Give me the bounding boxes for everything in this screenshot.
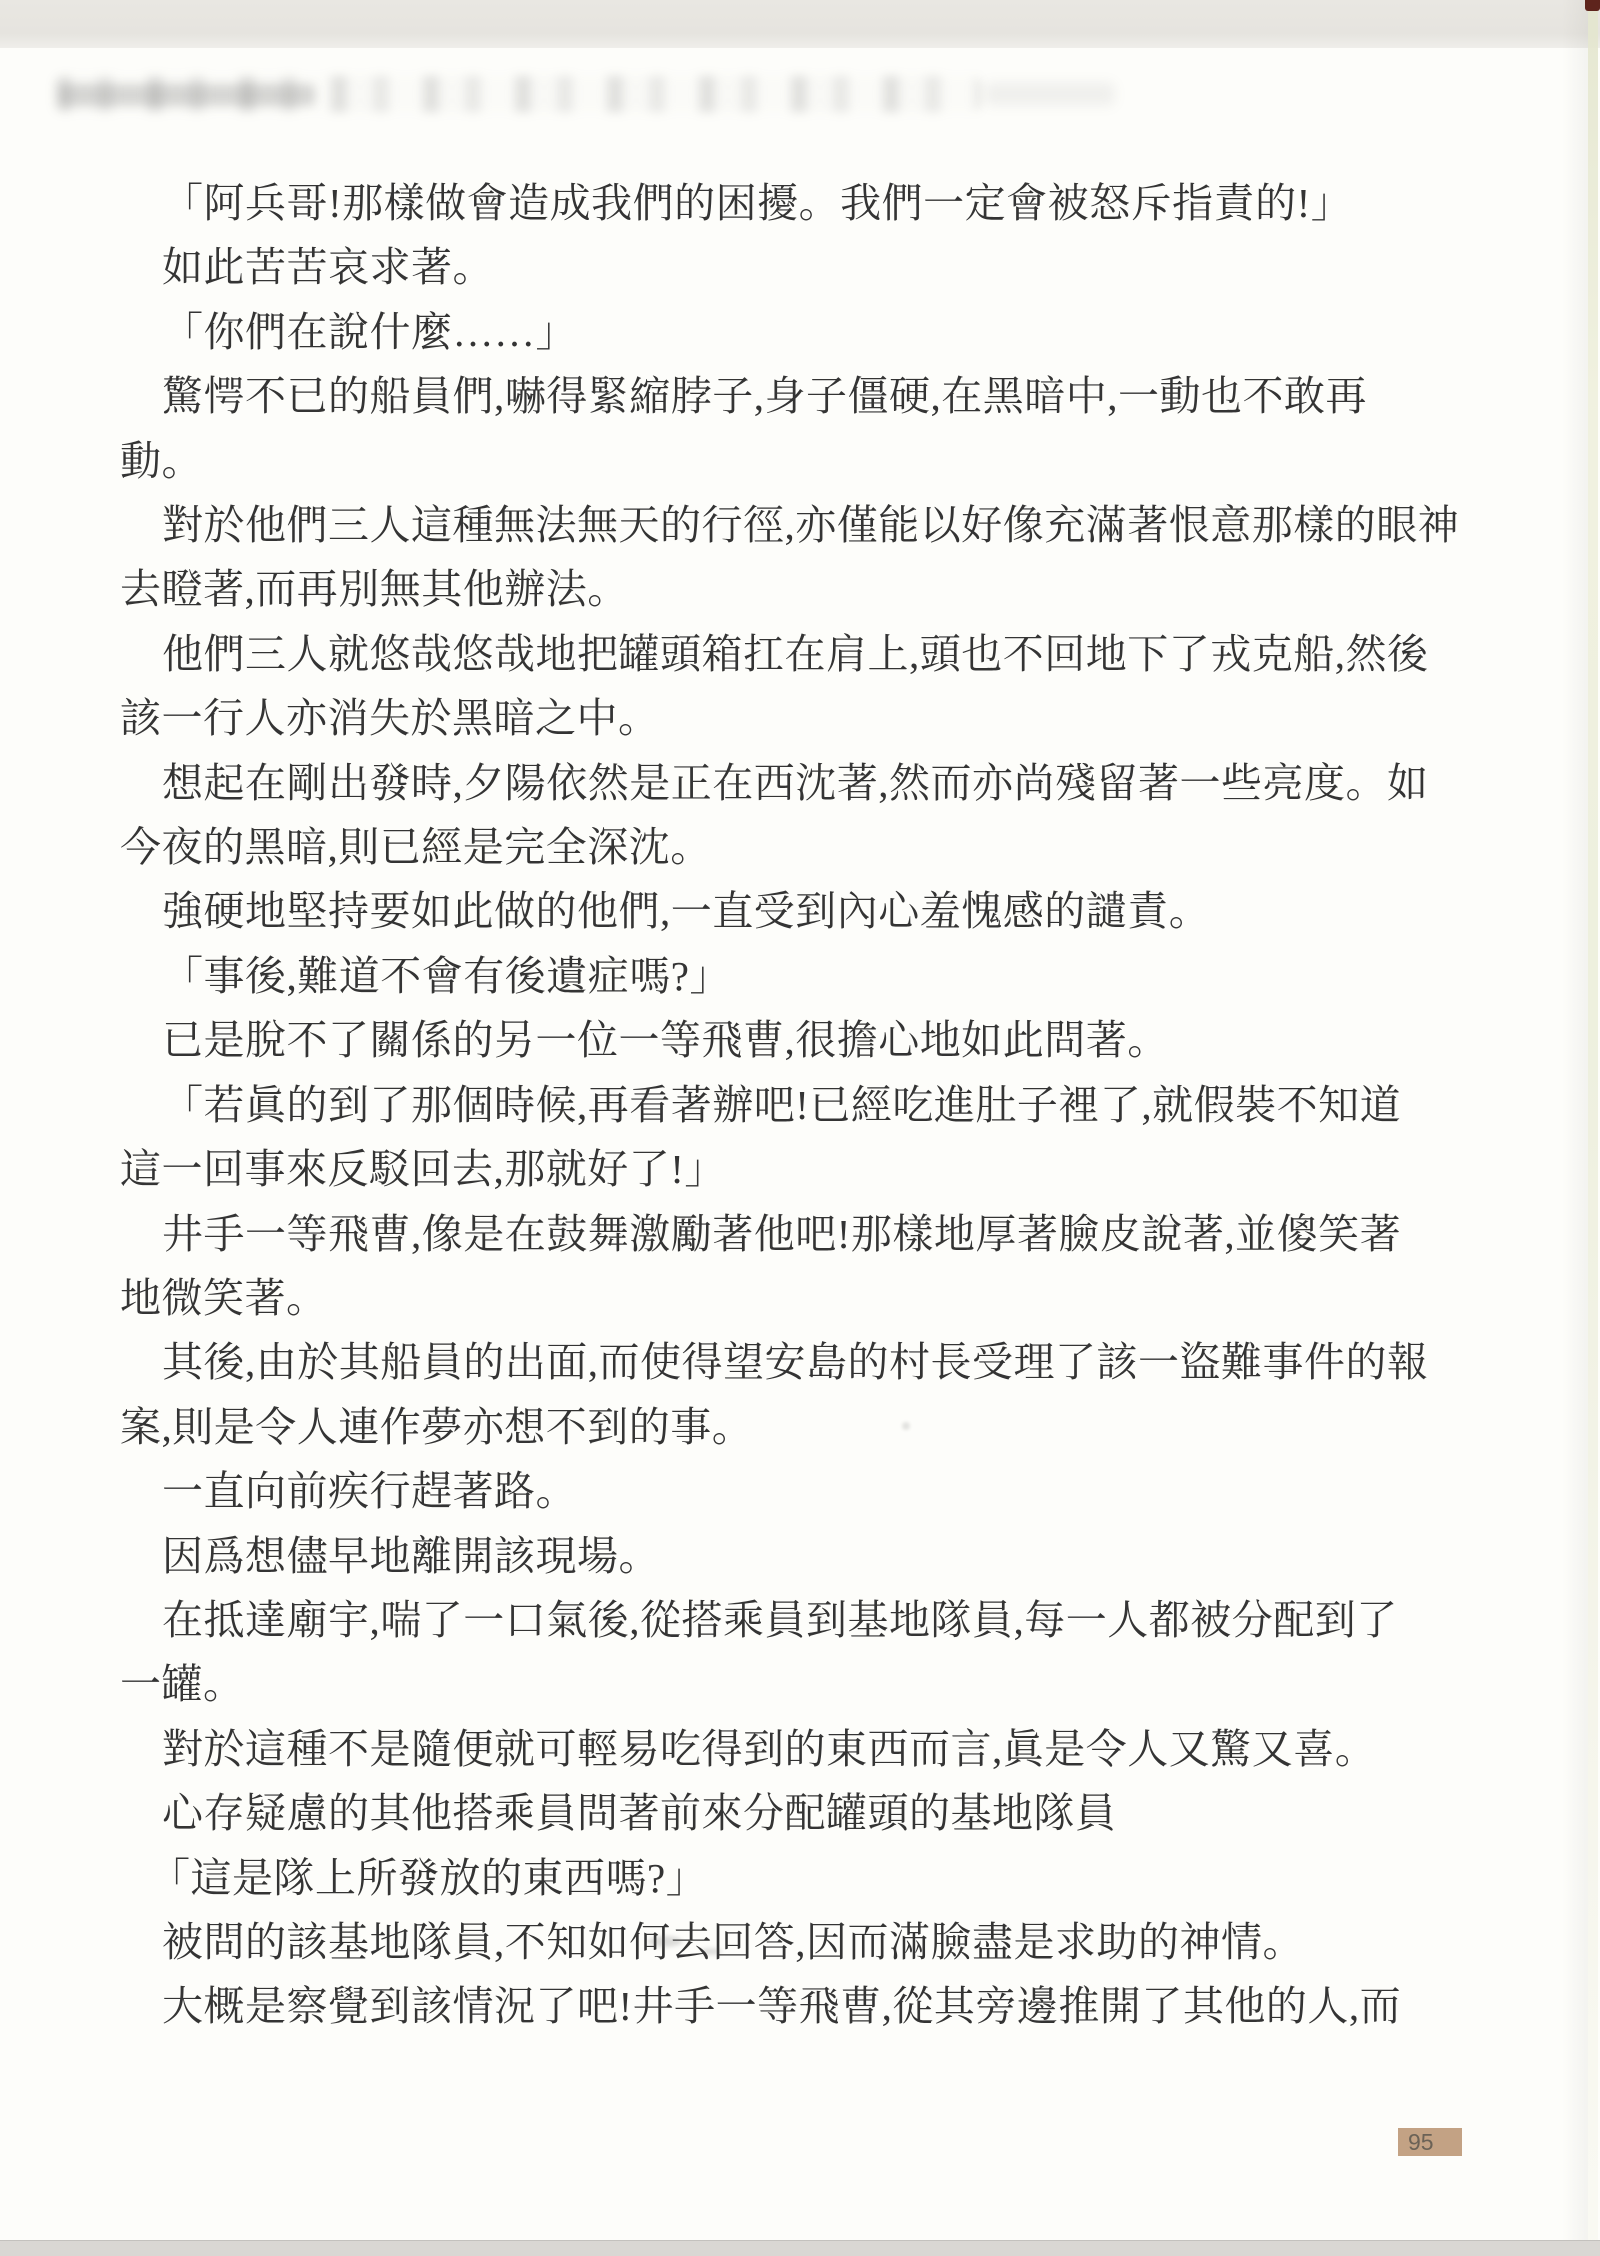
text-line: 強硬地堅持要如此做的他們,一直受到內心羞愧感的譴責。 [162, 888, 1211, 935]
scan-speck [902, 1422, 910, 1430]
header-ink-bleed-smudge-tail [985, 82, 1115, 106]
text-line: 驚愕不已的船員們,嚇得緊縮脖子,身子僵硬,在黑暗中,一動也不敢再 [162, 373, 1367, 420]
page-edge-shadow [1562, 0, 1588, 2256]
text-line: 井手一等飛曹,像是在鼓舞激勵著他吧!那樣地厚著臉皮說著,並傻笑著 [162, 1210, 1402, 1257]
text-line: 去瞪著,而再別無其他辦法。 [120, 566, 629, 613]
scan-bottom-edge [0, 2240, 1600, 2256]
header-ink-bleed-smudge-dark [60, 84, 315, 106]
text-line: 心存疑慮的其他搭乘員問著前來分配罐頭的基地隊員 [162, 1790, 1117, 1837]
text-line: 已是脫不了關係的另一位一等飛曹,很擔心地如此問著。 [162, 1017, 1169, 1064]
text-line: 地微笑著。 [120, 1274, 328, 1321]
text-line: 在抵達廟宇,喘了一口氣後,從搭乘員到基地隊員,每一人都被分配到了 [162, 1596, 1398, 1643]
text-line: 「若眞的到了那個時候,再看著辦吧!已經吃進肚子裡了,就假裝不知道 [162, 1081, 1402, 1128]
text-line: 「阿兵哥!那樣做會造成我們的困擾。我們一定會被怒斥指責的!」 [162, 180, 1353, 226]
scan-speck [648, 1936, 682, 1947]
text-line: 他們三人就悠哉悠哉地把罐頭箱扛在肩上,頭也不回地下了戎克船,然後 [162, 630, 1429, 677]
text-line: 這一回事來反駁回去,那就好了!」 [120, 1146, 726, 1193]
text-line: 因爲想儘早地離開該現場。 [162, 1532, 660, 1579]
text-line: 被問的該基地隊員,不知如何去回答,因而滿臉盡是求助的神情。 [162, 1918, 1304, 1965]
page-edge-strip [1588, 0, 1598, 2256]
text-line: 「你們在說什麼……」 [162, 308, 577, 355]
text-line: 對於這種不是隨便就可輕易吃得到的東西而言,眞是令人又驚又喜。 [162, 1725, 1377, 1772]
text-line: 「這是隊上所發放的東西嗎?」 [149, 1854, 708, 1901]
text-line: 如此苦苦哀求著。 [162, 244, 494, 291]
body-text [120, 171, 1490, 2039]
text-line: 案,則是令人連作夢亦想不到的事。 [120, 1403, 754, 1450]
text-line: 「事後,難道不會有後遺症嗎?」 [162, 952, 731, 999]
text-line: 其後,由於其船員的出面,而使得望安島的村長受理了該一盜難事件的報 [162, 1339, 1429, 1386]
text-line: 大概是察覺到該情況了吧!井手一等飛曹,從其旁邊推開了其他的人,而 [162, 1983, 1402, 2030]
text-line: 該一行人亦消失於黑暗之中。 [120, 695, 660, 742]
text-line: 動。 [120, 437, 203, 484]
page-number-badge: 95 [1398, 2128, 1462, 2156]
scan-speck [700, 1948, 722, 1955]
text-line: 一罐。 [120, 1661, 245, 1708]
scan-top-edge [0, 0, 1600, 48]
text-line: 一直向前疾行趕著路。 [162, 1468, 577, 1515]
text-line: 對於他們三人這種無法無天的行徑,亦僅能以好像充滿著恨意那樣的眼神 [162, 502, 1460, 549]
text-line: 想起在剛出發時,夕陽依然是正在西沈著,然而亦尚殘留著一些亮度。如 [162, 759, 1429, 806]
page-corner-mark [1585, 0, 1600, 11]
text-line: 今夜的黑暗,則已經是完全深沈。 [120, 824, 712, 871]
